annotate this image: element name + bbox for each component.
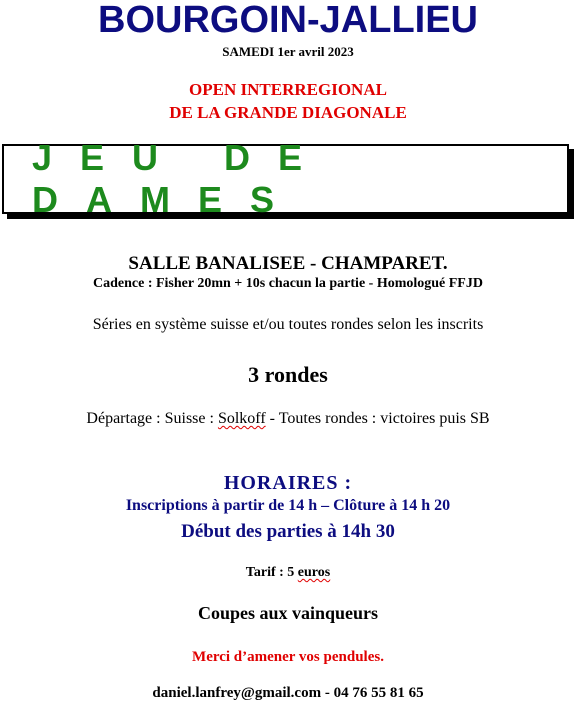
rounds: 3 rondes xyxy=(248,362,328,387)
contact-info: daniel.lanfrey@gmail.com - 04 76 55 81 65 xyxy=(152,685,424,701)
cadence: Cadence : Fisher 20mn + 10s chacun la partie - Homologué FFJD xyxy=(93,276,483,291)
venue: SALLE BANALISEE - CHAMPARET. xyxy=(128,253,448,274)
fee-currency: euros xyxy=(297,565,331,580)
city-title: BOURGOIN-JALLIEU xyxy=(98,0,478,41)
banner-text: JEU DE DAMES xyxy=(32,137,331,220)
event-name-line1: OPEN INTERREGIONAL xyxy=(189,80,387,99)
prizes: Coupes aux vainqueurs xyxy=(197,603,379,623)
registration-times: Inscriptions à partir de 14 h – Clôture à 14 h 20 xyxy=(125,497,451,514)
tiebreak-suffix: - Toutes rondes : victoires puis SB xyxy=(265,410,490,427)
fee-prefix: Tarif : 5 xyxy=(245,565,298,580)
tiebreak-prefix: Départage : Suisse : xyxy=(86,410,218,427)
event-name-line2: DE LA GRANDE DIAGONALE xyxy=(169,103,407,122)
start-time: Début des parties à 14h 30 xyxy=(181,521,395,542)
series-info: Séries en système suisse et/ou toutes rondes selon les inscrits xyxy=(92,316,484,333)
schedule-heading: HORAIRES : xyxy=(223,472,353,494)
banner-box xyxy=(2,137,569,220)
reminder: Merci d’amener vos pendules. xyxy=(192,649,384,665)
event-date: SAMEDI 1er avril 2023 xyxy=(222,44,354,59)
tiebreak-solkoff: Solkoff xyxy=(217,410,266,427)
tiebreak-info xyxy=(0,410,576,428)
fee xyxy=(0,565,576,581)
